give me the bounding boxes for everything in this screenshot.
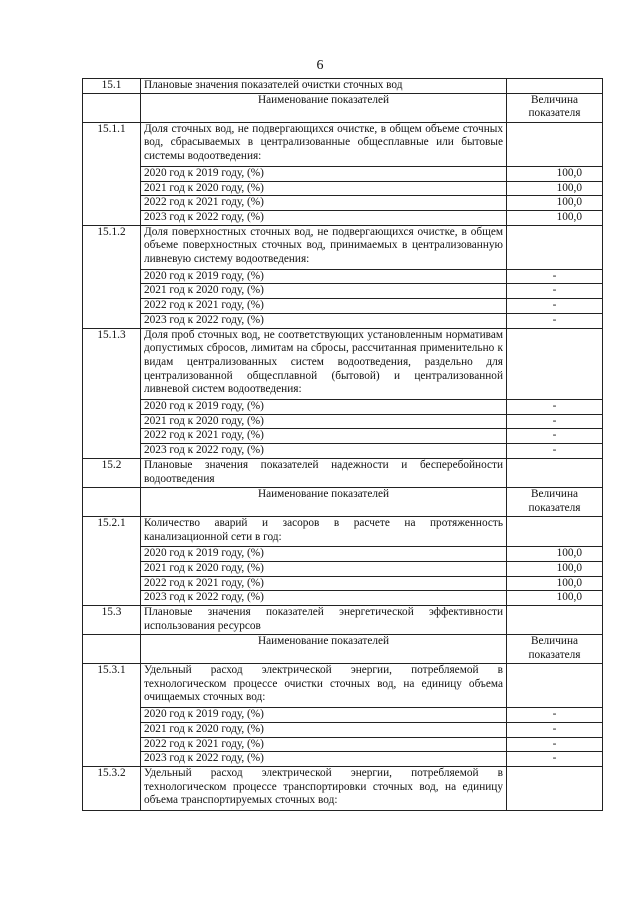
- indicator-row: [83, 516, 603, 546]
- section-number: 15.1: [83, 79, 141, 94]
- year-label: 2020 год к 2019 году, (%): [141, 269, 507, 284]
- year-value: 100,0: [507, 181, 603, 196]
- page-number: 6: [316, 58, 324, 73]
- indicators-table: [82, 78, 603, 811]
- year-row: [83, 737, 603, 752]
- section-row: [83, 458, 603, 487]
- year-label: 2021 год к 2020 году, (%): [141, 561, 507, 576]
- year-row: [83, 284, 603, 299]
- header-name: Наименование показателей: [141, 487, 507, 516]
- year-row: [83, 708, 603, 723]
- indicator-value-cell: [507, 516, 603, 546]
- year-value: -: [507, 313, 603, 328]
- indicator-row: [83, 225, 603, 269]
- year-label: 2022 год к 2021 году, (%): [141, 429, 507, 444]
- indicator-value-cell: [507, 225, 603, 269]
- year-label: 2022 год к 2021 году, (%): [141, 196, 507, 211]
- indicator-description: Доля поверхностных сточных вод, не подвергающихся очистке, в общем объеме поверхностных сточных вод, принимаемых в централизованную ливневую систему водоотведения:: [141, 225, 507, 269]
- year-value: 100,0: [507, 561, 603, 576]
- year-label: 2020 год к 2019 году, (%): [141, 547, 507, 562]
- indicator-description: Количество аварий и засоров в расчете на протяженность канализационной сети в год:: [141, 516, 507, 546]
- indicator-number: 15.2.1: [83, 516, 141, 605]
- year-label: 2020 год к 2019 году, (%): [141, 708, 507, 723]
- year-row: [83, 722, 603, 737]
- header-empty-cell: [83, 487, 141, 516]
- section-number: 15.2: [83, 458, 141, 487]
- year-value: -: [507, 414, 603, 429]
- indicator-value-cell: [507, 766, 603, 810]
- year-value: -: [507, 444, 603, 459]
- year-value: -: [507, 708, 603, 723]
- year-row: [83, 576, 603, 591]
- header-name: Наименование показателей: [141, 93, 507, 122]
- header-name: Наименование показателей: [141, 635, 507, 664]
- year-label: 2020 год к 2019 году, (%): [141, 166, 507, 181]
- header-value: Величина показателя: [507, 635, 603, 664]
- year-value: -: [507, 429, 603, 444]
- year-label: 2023 год к 2022 году, (%): [141, 210, 507, 225]
- year-row: [83, 444, 603, 459]
- year-row: [83, 561, 603, 576]
- year-label: 2022 год к 2021 году, (%): [141, 576, 507, 591]
- section-title: Плановые значения показателей энергетической эффективности использования ресурсов: [141, 606, 507, 635]
- year-row: [83, 299, 603, 314]
- year-label: 2021 год к 2020 году, (%): [141, 284, 507, 299]
- indicator-description: Доля сточных вод, не подвергающихся очистке, в общем объеме сточных вод, сбрасываемых в централизованные общесплавные или бытовые системы водоотведения:: [141, 122, 507, 166]
- indicator-description: Удельный расход электрической энергии, потребляемой в технологическом процессе очистки сточных вод, на единицу объема очищаемых сточных вод:: [141, 664, 507, 708]
- indicator-number: 15.1.1: [83, 122, 141, 225]
- year-label: 2023 год к 2022 году, (%): [141, 313, 507, 328]
- year-label: 2021 год к 2020 году, (%): [141, 722, 507, 737]
- year-row: [83, 313, 603, 328]
- header-value: Величина показателя: [507, 93, 603, 122]
- header-row: [83, 635, 603, 664]
- indicator-row: [83, 664, 603, 708]
- year-row: [83, 429, 603, 444]
- indicator-row: [83, 328, 603, 400]
- indicator-number: 15.1.3: [83, 328, 141, 458]
- section-title: Плановые значения показателей очистки сточных вод: [141, 79, 507, 94]
- year-value: -: [507, 752, 603, 767]
- indicator-value-cell: [507, 328, 603, 400]
- section-value-cell: [507, 79, 603, 94]
- indicator-value-cell: [507, 122, 603, 166]
- year-label: 2023 год к 2022 году, (%): [141, 444, 507, 459]
- year-value: 100,0: [507, 166, 603, 181]
- section-value-cell: [507, 458, 603, 487]
- year-label: 2021 год к 2020 году, (%): [141, 414, 507, 429]
- year-value: 100,0: [507, 210, 603, 225]
- year-row: [83, 181, 603, 196]
- indicator-row: [83, 122, 603, 166]
- year-row: [83, 210, 603, 225]
- year-value: 100,0: [507, 547, 603, 562]
- year-value: -: [507, 737, 603, 752]
- header-value: Величина показателя: [507, 487, 603, 516]
- header-row: [83, 487, 603, 516]
- year-row: [83, 752, 603, 767]
- indicator-row: [83, 766, 603, 810]
- year-label: 2020 год к 2019 году, (%): [141, 400, 507, 415]
- year-row: [83, 166, 603, 181]
- year-value: 100,0: [507, 591, 603, 606]
- indicator-description: Доля проб сточных вод, не соответствующих установленным нормативам допустимых сбросов, лимитам на сбросы, рассчитанная применительно к видам централизованных систем водоотведения, раздельно для централизованной общесплавной (бытовой) и централизованной ливневой систем водоотведения:: [141, 328, 507, 400]
- year-row: [83, 591, 603, 606]
- year-label: 2022 год к 2021 году, (%): [141, 737, 507, 752]
- section-value-cell: [507, 606, 603, 635]
- indicator-number: 15.3.2: [83, 766, 141, 810]
- year-value: -: [507, 400, 603, 415]
- indicator-number: 15.1.2: [83, 225, 141, 328]
- year-row: [83, 400, 603, 415]
- year-label: 2023 год к 2022 году, (%): [141, 752, 507, 767]
- year-value: -: [507, 722, 603, 737]
- year-value: -: [507, 284, 603, 299]
- header-empty-cell: [83, 93, 141, 122]
- section-row: [83, 79, 603, 94]
- year-row: [83, 547, 603, 562]
- year-row: [83, 414, 603, 429]
- section-row: [83, 606, 603, 635]
- year-label: 2021 год к 2020 году, (%): [141, 181, 507, 196]
- section-number: 15.3: [83, 606, 141, 635]
- year-row: [83, 196, 603, 211]
- header-row: [83, 93, 603, 122]
- year-value: 100,0: [507, 196, 603, 211]
- year-label: 2023 год к 2022 году, (%): [141, 591, 507, 606]
- year-row: [83, 269, 603, 284]
- year-value: -: [507, 299, 603, 314]
- section-title: Плановые значения показателей надежности и бесперебойности водоотведения: [141, 458, 507, 487]
- indicator-value-cell: [507, 664, 603, 708]
- indicator-description: Удельный расход электрической энергии, потребляемой в технологическом процессе транспортировки сточных вод, на единицу объема транспортируемых сточных вод:: [141, 766, 507, 810]
- year-value: -: [507, 269, 603, 284]
- year-label: 2022 год к 2021 году, (%): [141, 299, 507, 314]
- header-empty-cell: [83, 635, 141, 664]
- year-value: 100,0: [507, 576, 603, 591]
- indicator-number: 15.3.1: [83, 664, 141, 767]
